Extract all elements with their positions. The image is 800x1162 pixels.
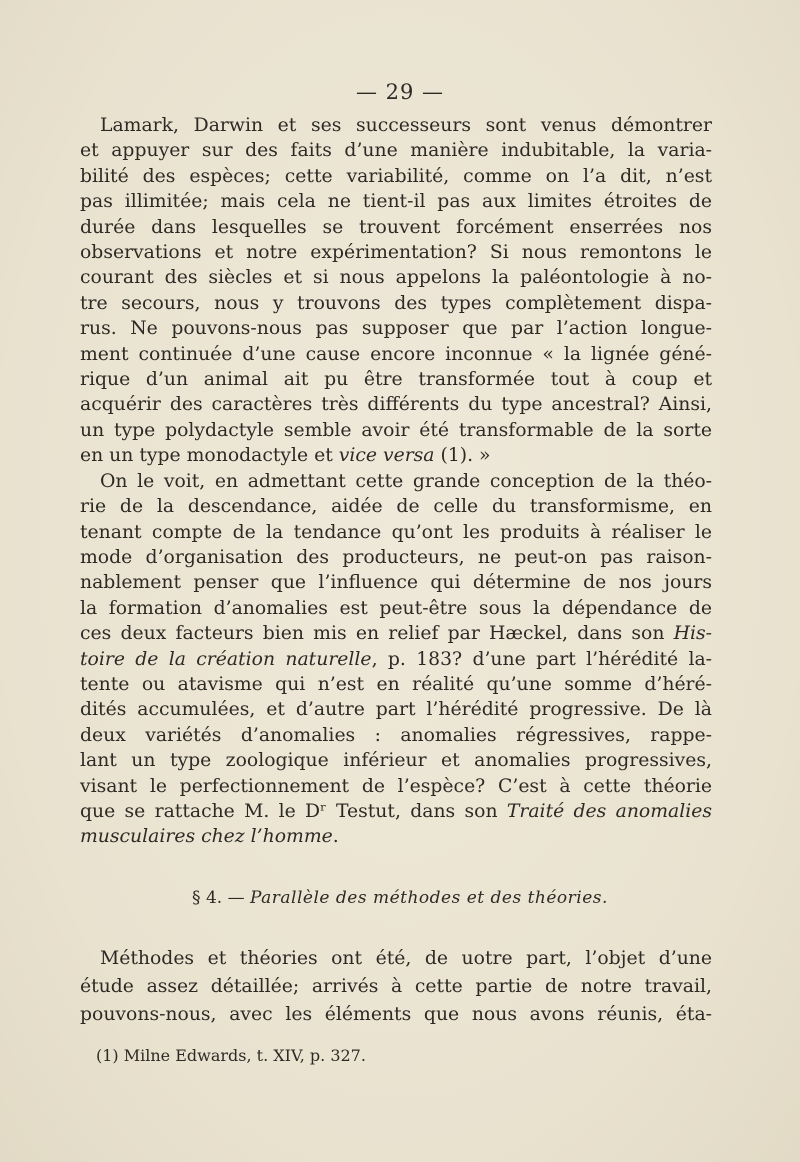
text-line: rique d’un animal ait pu être transformée tout à coup et — [80, 369, 712, 391]
italic-phrase: musculaires chez l’homme — [80, 826, 333, 848]
footnote: (1) Milne Edwards, t. XIV, p. 327. — [96, 1046, 366, 1065]
text-line: visant le perfectionnement de l’espèce? C’est à cette théorie — [80, 775, 712, 797]
text-line — [80, 443, 712, 468]
text-line: dités accumulées, et d’autre part l’hérédité progressive. De là — [80, 699, 712, 721]
section-heading — [0, 888, 800, 908]
text-line: lant un type zoologique inférieur et anomalies progressives, — [80, 750, 712, 772]
text-line: tenant compte de la tendance qu’ont les produits à réaliser le — [80, 521, 712, 543]
text-span: ces deux facteurs bien mis en relief par Hæckel, dans son — [80, 623, 674, 645]
text-line: durée dans lesquelles se trouvent forcément enserrées nos — [80, 216, 712, 238]
text-line — [80, 647, 712, 672]
text-span: , p. 183? d’une part l’hérédité la- — [371, 648, 713, 670]
text-line: rus. Ne pouvons-nous pas supposer que par l’action longue- — [80, 318, 712, 340]
text-line: tre secours, nous y trouvons des types complètement dispa- — [80, 292, 712, 314]
text-line: On le voit, en admettant cette grande conception de la théo- — [100, 470, 712, 492]
text-line: pouvons-nous, avec les éléments que nous avons réunis, éta- — [80, 1004, 712, 1025]
text-line — [80, 621, 712, 646]
text-line: observations et notre expérimentation? Si nous remontons le — [80, 242, 712, 264]
text-line: Méthodes et théories ont été, de uotre part, l’objet d’une — [100, 948, 712, 969]
italic-phrase: Traité des anomalies — [506, 800, 712, 822]
italic-phrase: His- — [673, 623, 712, 645]
text-line: étude assez détaillée; arrivés à cette partie de notre travail, — [80, 976, 712, 997]
text-span: en un type monodactyle et — [80, 445, 339, 467]
text-line: et appuyer sur des faits d’une manière indubitable, la varia- — [80, 140, 712, 162]
text-span: (1). » — [434, 445, 491, 467]
text-line: pas illimitée; mais cela ne tient-il pas aux limites étroites de — [80, 191, 712, 213]
text-line — [80, 824, 712, 849]
text-line: mode d’organisation des producteurs, ne peut-on pas raison- — [80, 546, 712, 568]
text-line: acquérir des caractères très différents du type ancestral? Ainsi, — [80, 394, 712, 416]
text-line: un type polydactyle semble avoir été transformable de la sorte — [80, 419, 712, 441]
italic-phrase: vice versa — [338, 445, 435, 467]
text-line: courant des siècles et si nous appelons la paléontologie à no- — [80, 267, 712, 289]
text-line: nablement penser que l’influence qui détermine de nos jours — [80, 572, 712, 594]
italic-phrase: toire de la création naturelle — [80, 648, 372, 670]
text-line: bilité des espèces; cette variabilité, comme on l’a dit, n’est — [80, 165, 712, 187]
text-line: Lamark, Darwin et ses successeurs sont venus démontrer — [100, 115, 712, 136]
section-text — [80, 945, 712, 1029]
section-title: Parallèle des méthodes et des théories. — [249, 888, 608, 908]
section-number: § 4. — — [192, 888, 245, 908]
text-line: tente ou atavisme qui n’est en réalité qu’une somme d’héré- — [80, 673, 712, 695]
main-text — [80, 113, 712, 850]
text-line — [80, 799, 712, 824]
text-line: deux variétés d’anomalies : anomalies régressives, rappe- — [80, 724, 712, 746]
text-span: . — [332, 826, 339, 848]
page-number: — 29 — — [355, 80, 445, 104]
text-line: rie de la descendance, aidée de celle du transformisme, en — [80, 496, 712, 518]
text-line: la formation d’anomalies est peut-être sous la dépendance de — [80, 597, 712, 619]
text-line: ment continuée d’une cause encore inconnue « la lignée géné- — [80, 343, 712, 365]
text-span: que se rattache M. le Dʳ Testut, dans son — [80, 800, 507, 822]
